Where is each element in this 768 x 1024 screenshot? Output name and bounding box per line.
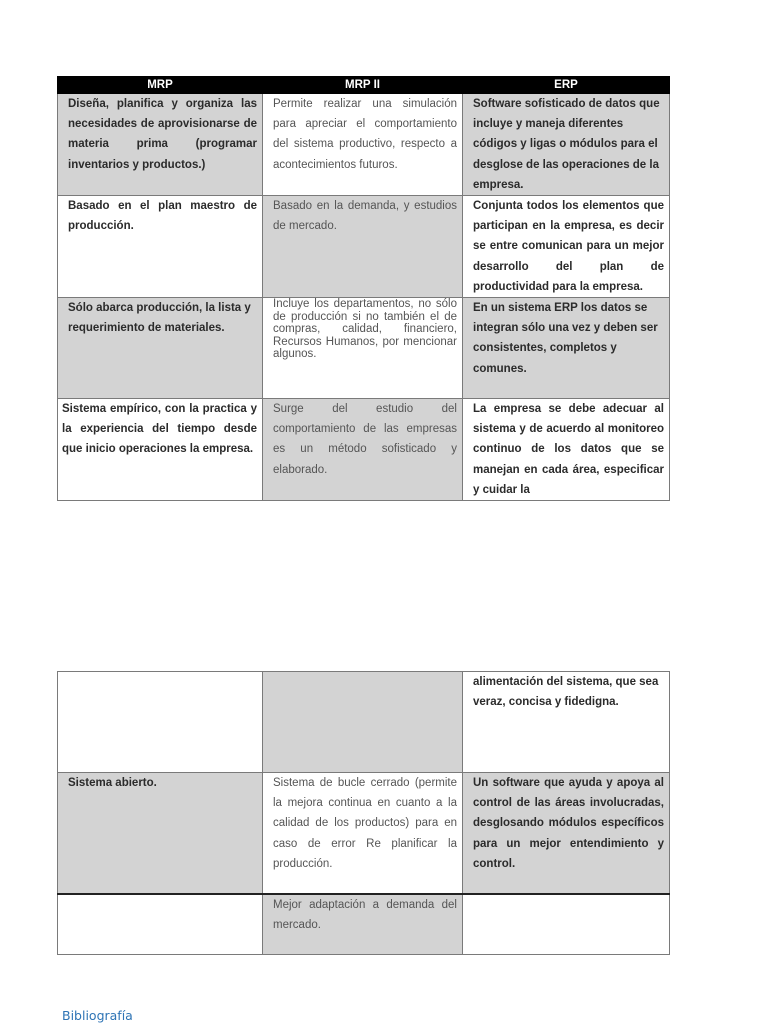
header-row — [58, 77, 670, 94]
cell-mrp2: Basado en la demanda, y estudios de mercado. — [263, 196, 463, 298]
cell-mrp — [58, 894, 263, 955]
table-row — [58, 94, 670, 196]
cell-erp: Conjunta todos los elementos que participan en la empresa, es decir se entre comunican para un mejor desarrollo del plan de productividad para la empresa. — [463, 196, 670, 298]
cell-erp — [463, 894, 670, 955]
cell-erp: alimentación del sistema, que sea veraz, concisa y fidedigna. — [463, 672, 670, 773]
cell-erp: Un software que ayuda y apoya al control de las áreas involucradas, desglosando módulos específicos para un mejor entendimiento y control. — [463, 773, 670, 894]
bibliography-heading: Bibliografía — [62, 1008, 133, 1023]
cell-mrp: Sistema abierto. — [58, 773, 263, 894]
table-row — [58, 672, 670, 773]
cell-mrp2: Sistema de bucle cerrado (permite la mejora continua en cuanto a la calidad de los productos) para en caso de error Re planificar la producción. — [263, 773, 463, 894]
table-row — [58, 196, 670, 298]
header-mrp2: MRP II — [263, 77, 463, 94]
table-row — [58, 298, 670, 399]
cell-mrp2: Mejor adaptación a demanda del mercado. — [263, 894, 463, 955]
cell-mrp — [58, 672, 263, 773]
cell-erp: La empresa se debe adecuar al sistema y de acuerdo al monitoreo continuo de los datos que se manejan en cada área, especificar y cuidar la — [463, 399, 670, 501]
cell-mrp: Basado en el plan maestro de producción. — [58, 196, 263, 298]
comparison-table-page1 — [57, 76, 670, 501]
cell-erp: En un sistema ERP los datos se integran sólo una vez y deben ser consistentes, completos y comunes. — [463, 298, 670, 399]
table-row — [58, 773, 670, 894]
table-row — [58, 894, 670, 955]
header-erp: ERP — [463, 77, 670, 94]
header-mrp: MRP — [58, 77, 263, 94]
cell-mrp2 — [263, 672, 463, 773]
cell-mrp2: Surge del estudio del comportamiento de las empresas es un método sofisticado y elaborado. — [263, 399, 463, 501]
cell-mrp: Sólo abarca producción, la lista y requerimiento de materiales. — [58, 298, 263, 399]
comparison-table-page2 — [57, 671, 670, 955]
cell-erp: Software sofisticado de datos que incluye y maneja diferentes códigos y ligas o módulos para el desglose de las operaciones de la empresa. — [463, 94, 670, 196]
cell-mrp: Sistema empírico, con la practica y la experiencia del tiempo desde que inicio operaciones la empresa. — [58, 399, 263, 501]
cell-mrp2: Incluye los departamentos, no sólo de producción si no también el de compras, calidad, financiero, Recursos Humanos, por mencionar algunos. — [263, 298, 463, 399]
cell-mrp2: Permite realizar una simulación para apreciar el comportamiento del sistema productivo, respecto a acontecimientos futuros. — [263, 94, 463, 196]
cell-mrp: Diseña, planifica y organiza las necesidades de aprovisionarse de materia prima (programar inventarios y productos.) — [58, 94, 263, 196]
table-row — [58, 399, 670, 501]
